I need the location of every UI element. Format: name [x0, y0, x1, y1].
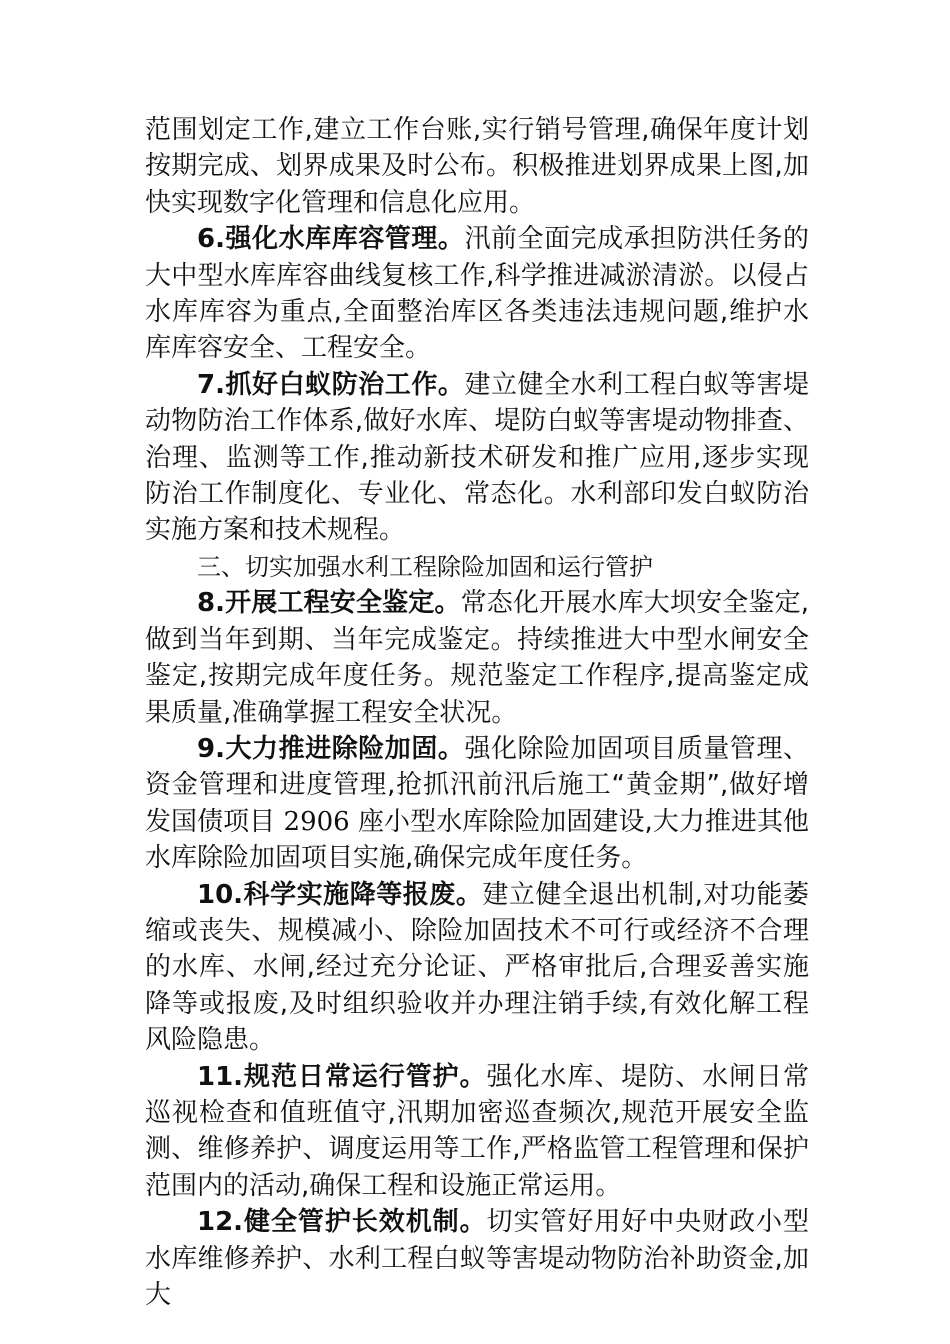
paragraph-9 — [145, 731, 809, 877]
document-page — [145, 112, 809, 1313]
paragraph-heading: 8.开展工程安全鉴定。 — [197, 588, 461, 619]
paragraph-heading: 7.抓好白蚁防治工作。 — [197, 369, 465, 400]
paragraph-body: 强化除险加固项目质量管理、资金管理和进度管理,抢抓汛前汛后施工“黄金期”,做好增发国债项目 — [145, 733, 809, 837]
section-heading — [145, 549, 809, 585]
paragraph-heading: 6.强化水库库容管理。 — [197, 224, 465, 255]
paragraph-body: 建立健全退出机制,对功能萎缩或丧失、规模减小、除险加固技术不可行或经济不合理的水库、水闸,经过充分论证、严格审批后,合理妥善实施降等或报废,及时组织验收并办理注销手续,有效化解工程风险隐患。 — [145, 879, 810, 1056]
paragraph-body: 范围划定工作,建立工作台账,实行销号管理,确保年度计划按期完成、划界成果及时公布。积极推进划界成果上图,加快实现数字化管理和信息化应用。 — [145, 115, 809, 218]
paragraph-heading: 9.大力推进除险加固。 — [197, 733, 465, 764]
paragraph-10 — [145, 877, 809, 1059]
paragraph-1 — [145, 112, 809, 221]
paragraph-body: 常态化开展水库大坝安全鉴定,做到当年到期、当年完成鉴定。持续推进大中型水闸安全鉴定,按期完成年度任务。规范鉴定工作程序,提高鉴定成果质量,准确掌握工程安全状况。 — [145, 588, 810, 728]
paragraph-body: 汛前全面完成承担防洪任务的大中型水库库容曲线复核工作,科学推进减淤清淤。以侵占水库库容为重点,全面整治库区各类违法违规问题,维护水库库容安全、工程安全。 — [145, 224, 809, 364]
section-title: 三、切实加强水利工程除险加固和运行管护 — [197, 552, 653, 581]
paragraph-11 — [145, 1059, 809, 1205]
paragraph-heading: 12.健全管护长效机制。 — [197, 1207, 487, 1238]
paragraph-body: 座小型水库除险加固建设,大力推进其他水库除险加固项目实施,确保完成年度任务。 — [145, 806, 810, 874]
paragraph-body: 切实管好用好中央财政小型水库维修养护、水利工程白蚁等害堤动物防治补助资金,加大 — [145, 1207, 809, 1310]
paragraph-12 — [145, 1204, 809, 1313]
paragraph-8 — [145, 585, 809, 731]
paragraph-heading: 11.规范日常运行管护。 — [197, 1061, 487, 1092]
paragraph-body: 强化水库、堤防、水闸日常巡视检查和值班值守,汛期加密巡查频次,规范开展安全监测、维修养护、调度运用等工作,严格监管工程管理和保护范围内的活动,确保工程和设施正常运用。 — [145, 1061, 809, 1201]
paragraph-7 — [145, 367, 809, 549]
paragraph-heading: 10.科学实施降等报废。 — [197, 879, 483, 910]
paragraph-6 — [145, 221, 809, 367]
paragraph-number: 2906 — [275, 806, 359, 837]
paragraph-body: 建立健全水利工程白蚁等害堤动物防治工作体系,做好水库、堤防白蚁等害堤动物排查、治理、监测等工作,推动新技术研发和推广应用,逐步实现防治工作制度化、专业化、常态化。水利部印发白蚁防治实施方案和技术规程。 — [145, 369, 809, 546]
